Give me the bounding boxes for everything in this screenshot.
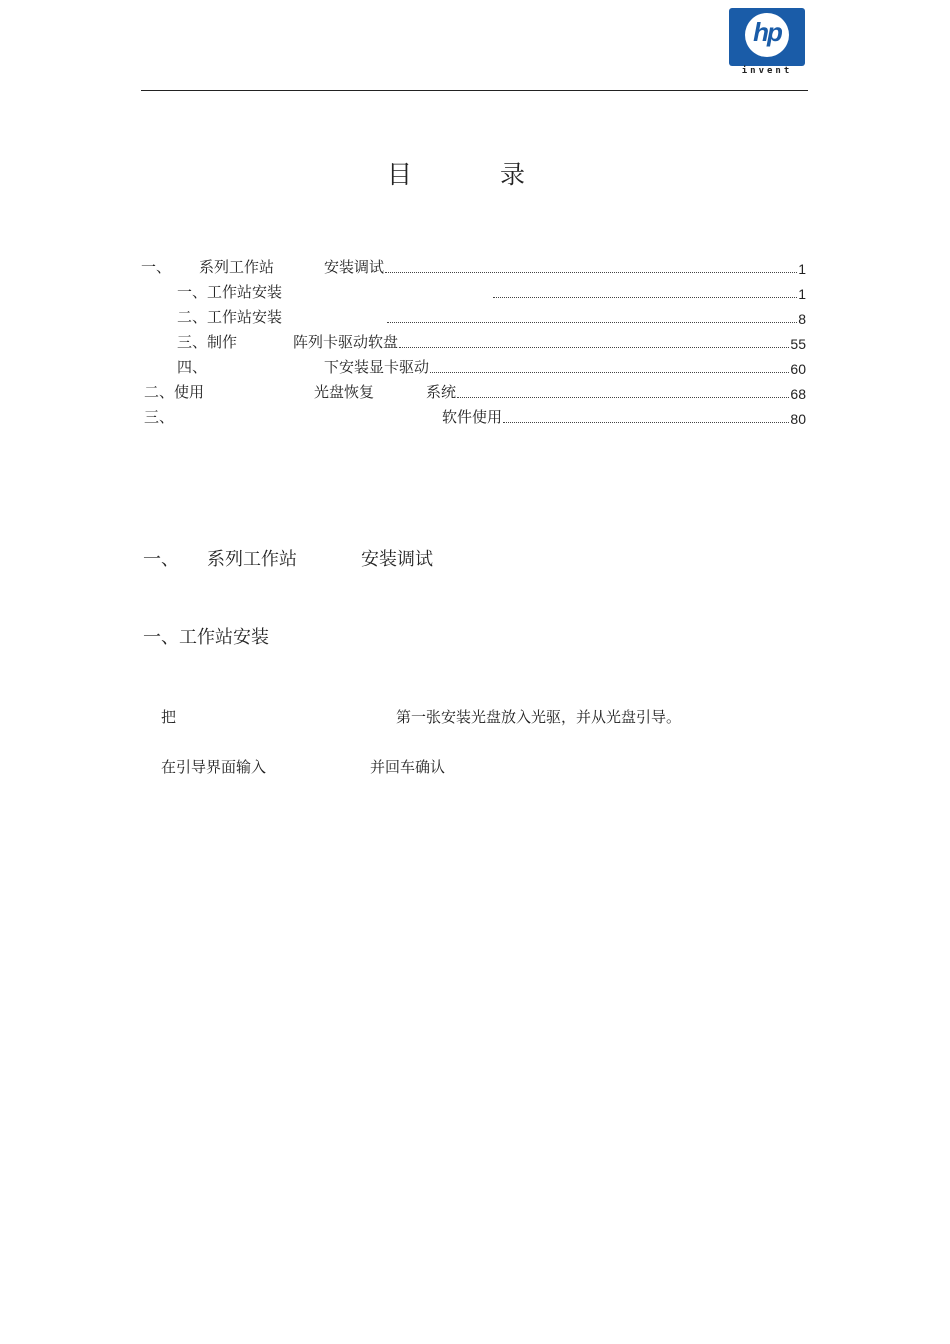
subsection-heading: 一、工作站安装 <box>143 627 269 648</box>
toc-leader-dots <box>493 296 797 298</box>
toc-leader-dots <box>399 346 789 348</box>
toc-entry-part: 三、 <box>144 408 175 426</box>
toc-page-number: 68 <box>790 386 806 402</box>
paragraph-part: 把 <box>161 708 177 726</box>
toc-title-right: 录 <box>500 160 526 189</box>
toc-entry-part: 一、工作站安装 <box>177 283 283 301</box>
toc-entry[interactable] <box>141 280 806 302</box>
toc-entry-part: 二、工作站安装 <box>177 308 283 326</box>
hp-logo <box>729 8 805 74</box>
toc-entry[interactable] <box>141 305 806 327</box>
toc-entry-part: 安装调试 <box>324 258 385 276</box>
toc-entry[interactable] <box>141 405 806 427</box>
paragraph-part: 在引导界面输入 <box>161 758 267 776</box>
toc-entry-part: 系统 <box>426 383 457 401</box>
toc-entry-part: 下安装显卡驱动 <box>324 358 430 376</box>
toc-page-number: 55 <box>790 336 806 352</box>
toc-entry-part: 阵列卡驱动软盘 <box>293 333 399 351</box>
toc-title-left: 目 <box>387 160 413 189</box>
paragraph-part: 并回车确认 <box>370 758 446 776</box>
toc-entry-part: 三、制作 <box>177 333 238 351</box>
toc-entry[interactable] <box>141 330 806 352</box>
toc-page-number: 1 <box>798 286 806 302</box>
toc-entry-part: 光盘恢复 <box>314 383 375 401</box>
toc-entry-part: 系列工作站 <box>199 258 275 276</box>
toc-entry-part: 四、 <box>177 358 208 376</box>
header-rule <box>141 90 808 91</box>
toc-page-number: 80 <box>790 411 806 427</box>
section-heading-part: 安装调试 <box>361 549 433 570</box>
toc-page-number: 8 <box>798 311 806 327</box>
section-heading-part: 一、 <box>143 549 179 570</box>
toc-entry-part: 软件使用 <box>442 408 503 426</box>
logo-letters: hp <box>753 17 781 47</box>
toc-leader-dots <box>430 371 789 373</box>
toc-leader-dots <box>385 271 797 273</box>
toc-entry[interactable] <box>141 255 806 277</box>
toc-entry-part: 二、使用 <box>144 383 205 401</box>
toc-entry[interactable] <box>141 380 806 402</box>
toc-entry-part: 一、 <box>141 258 172 276</box>
section-heading-part: 系列工作站 <box>207 549 297 570</box>
toc-leader-dots <box>503 421 789 423</box>
toc-page-number: 1 <box>798 261 806 277</box>
logo-tagline: invent <box>741 66 793 76</box>
paragraph-part: 第一张安装光盘放入光驱，并从光盘引导。 <box>396 708 682 726</box>
toc-page-number: 60 <box>790 361 806 377</box>
toc-leader-dots <box>387 321 797 323</box>
toc-entry[interactable] <box>141 355 806 377</box>
toc-leader-dots <box>457 396 789 398</box>
